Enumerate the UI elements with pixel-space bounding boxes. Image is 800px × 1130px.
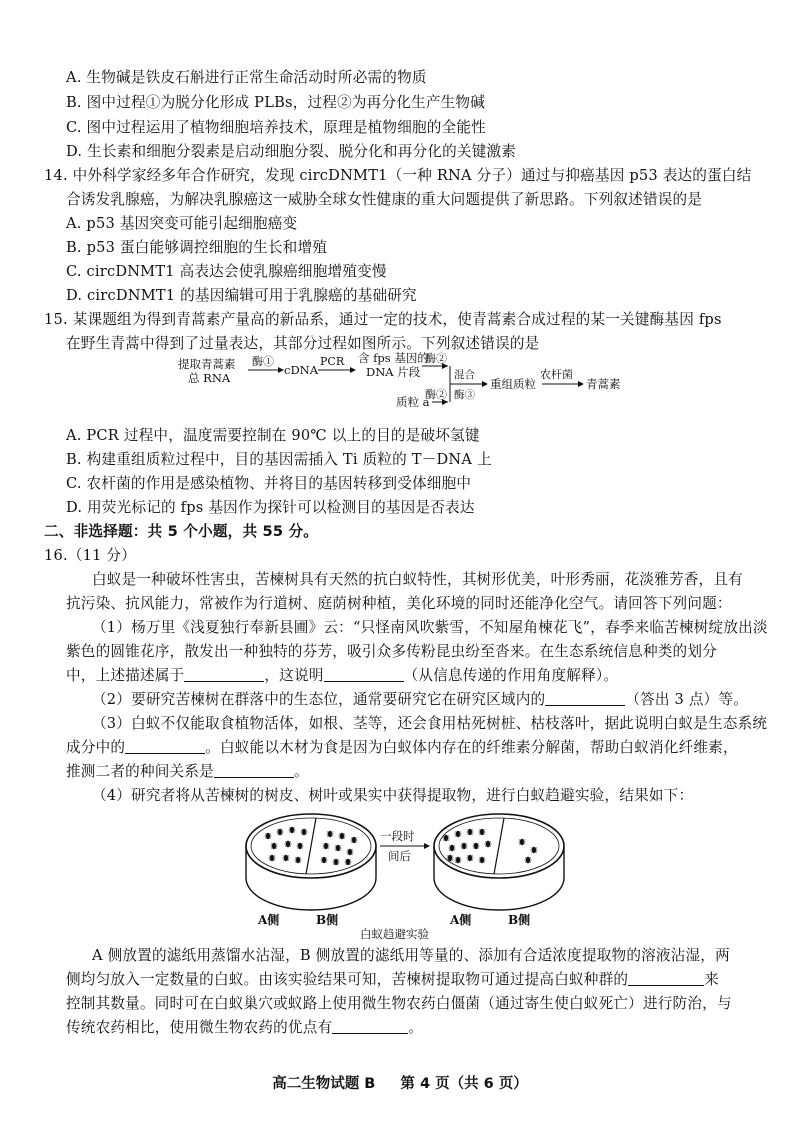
arrow-2-head	[350, 367, 356, 373]
q14-stem-line2: 合诱发乳腺癌，为解决乳腺癌这一威胁全球女性健康的重大问题提供了新思路。下列叙述错误的是	[66, 191, 703, 208]
termite-icon	[289, 827, 296, 833]
blank-3[interactable]	[545, 691, 625, 706]
q15-option-c: C. 农杆菌的作用是感染植物、并将目的基因转移到受体细胞中	[66, 475, 472, 492]
termite-icon	[485, 841, 492, 847]
label-enzyme1: 酶①	[252, 355, 274, 368]
q16-p1-line3: 中，上述描述属于 ，这说明 （从信息传递的作用角度解释）。	[66, 667, 619, 684]
termite-icon	[283, 855, 290, 861]
termite-icon	[321, 857, 328, 863]
termite-icon	[525, 857, 532, 863]
label-pcr: PCR	[320, 355, 345, 368]
blank-2[interactable]	[324, 667, 404, 682]
q15-option-a: A. PCR 过程中，温度需要控制在 90℃ 以上的目的是破坏氢键	[66, 427, 480, 444]
termite-icon	[265, 833, 272, 839]
q14-option-c: C. circDNMT1 高表达会使乳腺癌细胞增殖变慢	[66, 263, 387, 280]
right-a-side-label: A侧	[450, 913, 472, 927]
termite-icon	[519, 839, 526, 845]
node-artemisinin: 青蒿素	[586, 377, 621, 391]
termite-icon	[333, 859, 340, 865]
label-enzyme3: 酶③	[454, 389, 475, 401]
node-rna-line2: 总 RNA	[188, 371, 231, 385]
termite-icon	[277, 829, 284, 835]
termite-icon	[479, 829, 486, 835]
termite-icon	[467, 829, 474, 835]
q15-option-d: D. 用荧光标记的 fps 基因作为探针可以检测目的基因是否表达	[66, 499, 475, 516]
arrow-label-top: 一段时	[380, 829, 415, 843]
termite-icon	[351, 837, 358, 843]
node-cdna: cDNA	[284, 363, 319, 377]
termite-icon	[473, 843, 480, 849]
blank-4[interactable]	[125, 739, 205, 754]
node-fps-line2: DNA 片段	[366, 365, 421, 379]
arrow-6-head	[578, 381, 584, 387]
q16-p5-line3: 控制其数量。同时可在白蚁巢穴或蚁路上使用微生物农药白僵菌（通过寄生使白蚁死亡）进行防治，与	[66, 995, 732, 1012]
termite-icon	[347, 849, 354, 855]
termite-icon	[479, 857, 486, 863]
arrow-label-bottom: 间后	[388, 849, 411, 863]
q13-option-d: D. 生长素和细胞分裂素是启动细胞分裂、脱分化和再分化的关键激素	[66, 143, 517, 160]
node-recombinant-plasmid: 重组质粒	[490, 377, 536, 391]
termite-icon	[461, 843, 468, 849]
footer-page-number: 第 4 页（共 6 页）	[400, 1076, 528, 1092]
q14-stem-line1: 14. 中外科学家经多年合作研究，发现 circDNMT1（一种 RNA 分子）通过与抑癌基因 p53 表达的蛋白结	[44, 167, 752, 184]
section-2-title: 二、非选择题：共 5 个小题，共 55 分。	[44, 523, 319, 540]
page-footer	[0, 1072, 800, 1093]
q16-p5-line4: 传统农药相比，使用微生物农药的优点有 。	[66, 1019, 424, 1036]
q13-option-c: C. 图中过程运用了植物细胞培养技术，原理是植物细胞的全能性	[66, 119, 486, 136]
termite-icon	[295, 857, 302, 863]
q16-p4-line: （4）研究者将从苦楝树的树皮、树叶或果实中获得提取物，进行白蚁趋避实验，结果如下：	[92, 787, 694, 804]
q16-header: 16.（11 分）	[44, 547, 136, 564]
blank-1[interactable]	[184, 667, 264, 682]
termite-icon	[531, 847, 538, 853]
q15-option-b: B. 构建重组质粒过程中，目的基因需插入 Ti 质粒的 T－DNA 上	[66, 451, 492, 468]
termite-icon	[285, 841, 292, 847]
time-arrow-head	[424, 843, 430, 849]
q16-intro-line2: 抗污染、抗风能力，常被作为行道树、庭荫树种植，美化环境的同时还能净化空气。请回答下列问题：	[66, 595, 732, 612]
termite-icon	[271, 843, 278, 849]
q16-p2-line: （2）要研究苦楝树在群落中的生态位，通常要研究它在研究区域内的 （答出 3 点）等。	[92, 691, 749, 708]
termite-icon	[339, 833, 346, 839]
dish-before	[246, 814, 376, 910]
node-plasmid: 质粒 a	[396, 395, 430, 409]
node-fps-line1: 含 fps 基因的	[358, 351, 429, 365]
q15-stem-line1: 15. 某课题组为得到青蒿素产量高的新品系，通过一定的技术，使青蒿素合成过程的某一关键酶基因 fps	[44, 311, 722, 328]
termite-icon	[455, 857, 462, 863]
q16-p5-line1: A 侧放置的滤纸用蒸馏水沾湿，B 侧放置的滤纸用等量的、添加有合适浓度提取物的溶液沾湿，两	[92, 947, 730, 964]
termite-icon	[269, 855, 276, 861]
node-rna-line1: 提取青蒿素	[178, 357, 236, 371]
termite-icon	[301, 829, 308, 835]
q16-p5-line2: 侧均匀放入一定数量的白蚁。由该实验结果可知，苦楝树提取物可通过提高白蚁种群的 来	[66, 971, 719, 988]
arrow-5-head	[482, 381, 488, 387]
q14-option-d: D. circDNMT1 的基因编辑可用于乳腺癌的基础研究	[66, 287, 417, 304]
left-a-side-label: A侧	[258, 913, 280, 927]
termite-icon	[443, 835, 450, 841]
q15-flow-diagram	[170, 348, 640, 420]
q16-p1-line1: （1）杨万里《浅夏独行奉新县圃》云：“只怪南风吹紫雪，不知屋角楝花飞”，春季来临苦楝树绽放出淡	[92, 619, 768, 636]
dish-after	[434, 814, 564, 910]
termite-icon	[467, 855, 474, 861]
right-b-side-label: B侧	[508, 913, 531, 927]
label-enzyme2-top: 酶②	[425, 352, 447, 365]
q16-p3-line3: 推测二者的种间关系是 。	[66, 763, 309, 780]
label-agrobacterium: 农杆菌	[540, 368, 573, 381]
termite-icon	[455, 831, 462, 837]
termite-icon	[323, 843, 330, 849]
footer-title: 高二生物试题 B	[272, 1076, 376, 1092]
blank-6[interactable]	[628, 971, 704, 986]
q16-p3-line2: 成分中的 。白蚁能以木材为食是因为白蚁体内存在的纤维素分解菌，帮助白蚁消化纤维素，	[66, 739, 738, 756]
figure-caption: 白蚁趋避实验	[360, 927, 429, 941]
q16-p1-line2: 紫色的圆锥花序，散发出一种独特的芬芳，吸引众多传粉昆虫纷至沓来。在生态系统信息种类的划分	[66, 643, 717, 660]
termite-icon	[447, 855, 454, 861]
q15-stem-line2: 在野生青蒿中得到了过量表达，其部分过程如图所示。下列叙述错误的是	[66, 335, 540, 352]
termite-icon	[335, 845, 342, 851]
q16-p3-line1: （3）白蚁不仅能取食植物活体，如根、茎等，还会食用枯死树桩、枯枝落叶，据此说明白蚁是生态系统	[92, 715, 768, 732]
termite-icon	[449, 845, 456, 851]
termite-icon	[327, 831, 334, 837]
q13-option-a: A. 生物碱是铁皮石斛进行正常生命活动时所必需的物质	[66, 69, 427, 86]
blank-5[interactable]	[214, 763, 294, 778]
termite-icon	[345, 859, 352, 865]
q14-option-a: A. p53 基因突变可能引起细胞癌变	[66, 215, 298, 232]
label-enzyme2-bottom: 酶②	[425, 388, 447, 401]
termite-icon	[297, 843, 304, 849]
q13-option-b: B. 图中过程①为脱分化形成 PLBs，过程②为再分化生产生物碱	[66, 94, 486, 111]
blank-7[interactable]	[332, 1019, 408, 1034]
q14-option-b: B. p53 蛋白能够调控细胞的生长和增殖	[66, 239, 328, 256]
q16-intro-line1: 白蚁是一种破坏性害虫，苦楝树具有天然的抗白蚁特性，其树形优美，叶形秀丽，花淡雅芳香，且有	[92, 571, 743, 588]
label-mix: 混合	[454, 369, 475, 381]
left-b-side-label: B侧	[316, 913, 339, 927]
termite-avoidance-figure	[238, 806, 568, 941]
